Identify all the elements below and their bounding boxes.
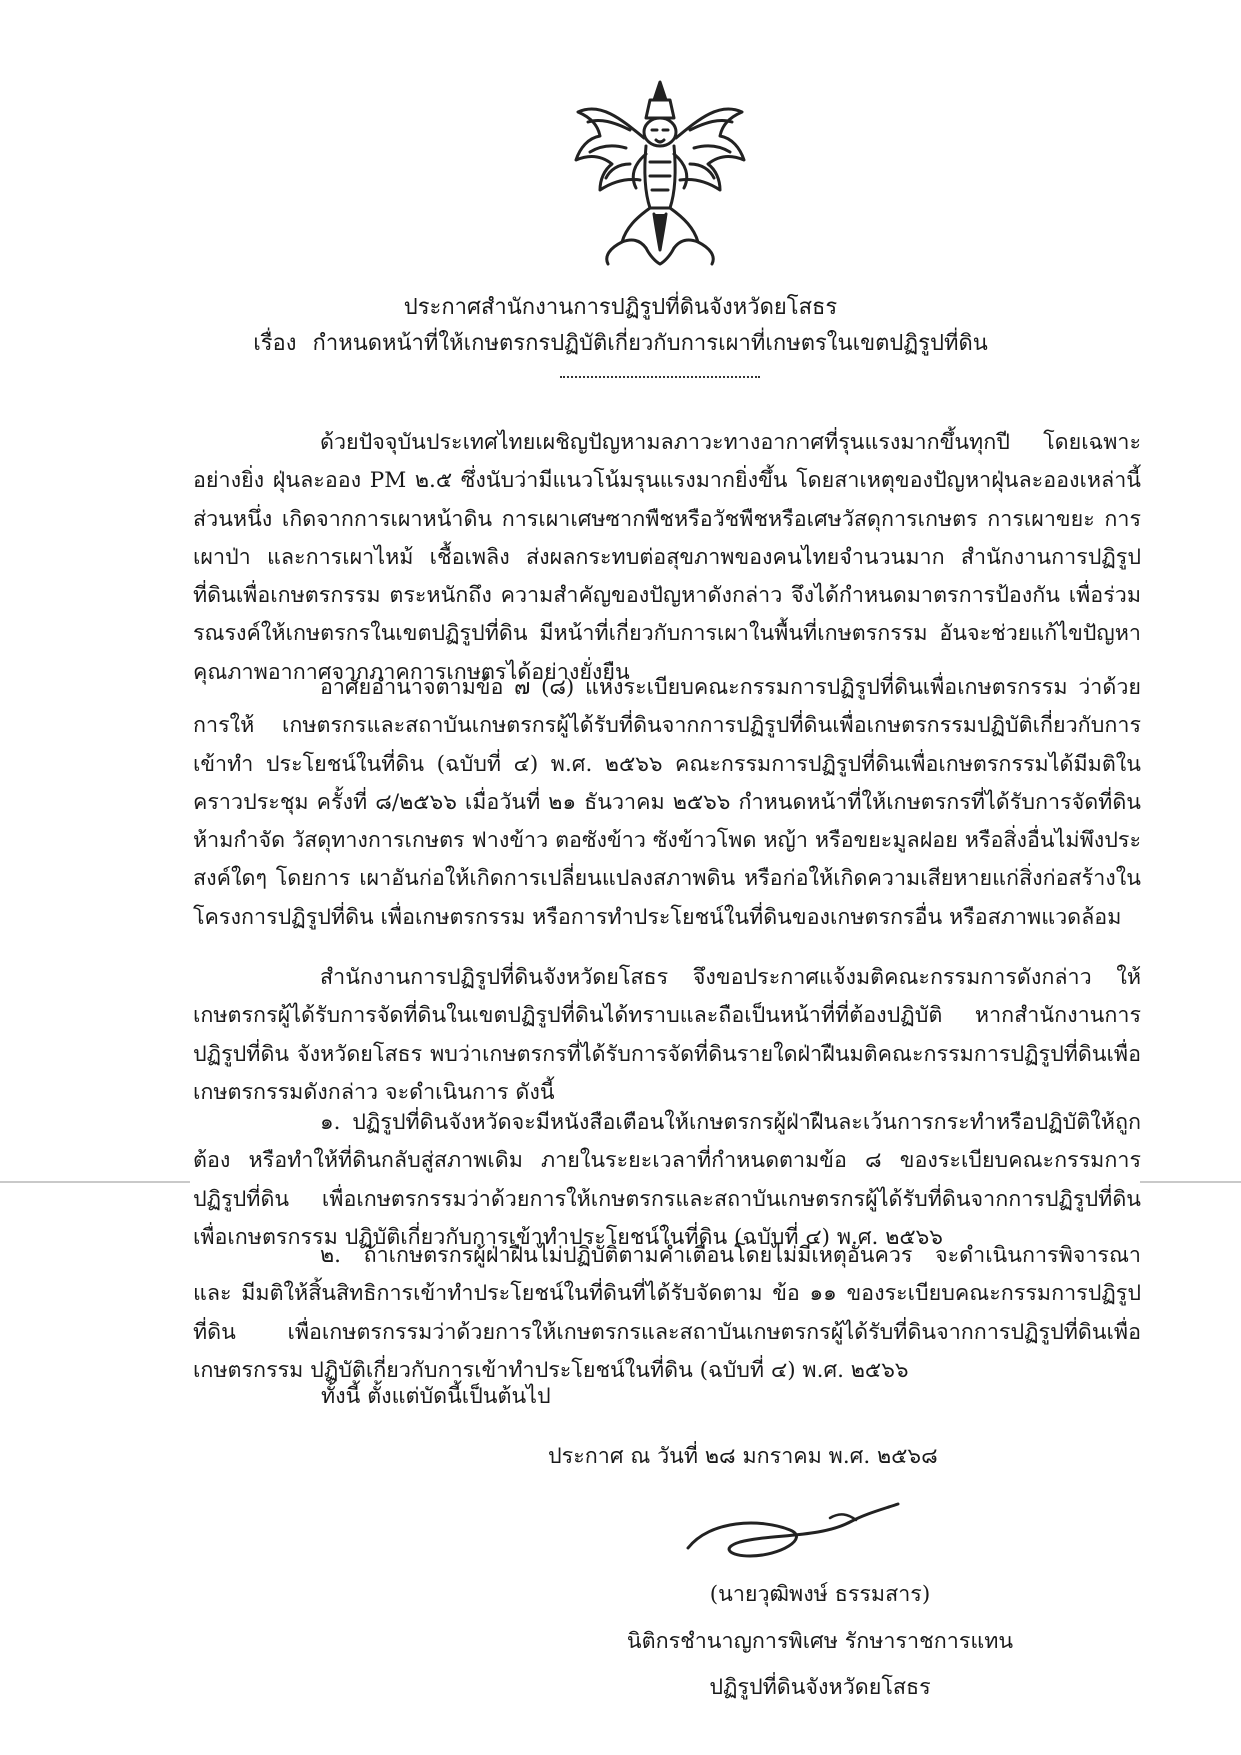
subject-text: กำหนดหน้าที่ให้เกษตรกรปฏิบัติเกี่ยวกับการเผาที่เกษตรในเขตปฏิรูปที่ดิน	[312, 331, 988, 356]
paragraph-3: สำนักงานการปฏิรูปที่ดินจังหวัดยโสธร จึงขอประกาศแจ้งมติคณะกรรมการดังกล่าว ให้เกษตรกรผู้ได้รับการจัดที่ดินในเขตปฏิรูปที่ดินได้ทราบและถือเป็นหน้าที่ที่ต้องปฏิบัติ หากสำนักงานการปฏิรูปที่ดิน จังหวัดยโสธร พบว่าเกษตรกรที่ได้รับการจัดที่ดินรายใดฝ่าฝืนมติคณะกรรมการปฏิรูปที่ดินเพื่อเกษตรกรรมดังกล่าว จะดำเนินการ ดังนี้	[193, 965, 1141, 1105]
paragraph-1: ด้วยปัจจุบันประเทศไทยเผชิญปัญหามลภาวะทางอากาศที่รุนแรงมากขึ้นทุกปี โดยเฉพาะอย่างยิ่ง ฝุ่นละออง PM ๒.๕ ซึ่งนับว่ามีแนวโน้มรุนแรงมากยิ่งขึ้น โดยสาเหตุของปัญหาฝุ่นละอองเหล่านี้ส่วนหนึ่ง เกิดจากการเผาหน้าดิน การเผาเศษซากพืชหรือวัชพืชหรือเศษวัสดุการเกษตร การเผาขยะ การเผาป่า และการเผาไหม้ เชื้อเพลิง ส่งผลกระทบต่อสุขภาพของคนไทยจำนวนมาก สำนักงานการปฏิรูปที่ดินเพื่อเกษตรกรรม ตระหนักถึง ความสำคัญของปัญหาดังกล่าว จึงได้กำหนดมาตรการป้องกัน เพื่อร่วมรณรงค์ให้เกษตรกรในเขตปฏิรูปที่ดิน มีหน้าที่เกี่ยวกับการเผาในพื้นที่เกษตรกรรม อันจะช่วยแก้ไขปัญหาคุณภาพอากาศจากภาคการเกษตรได้อย่างยั่งยืน	[193, 430, 1141, 685]
document-title: ประกาศสำนักงานการปฏิรูปที่ดินจังหวัดยโสธร	[403, 295, 838, 320]
closing-line: ทั้งนี้ ตั้งแต่บัดนี้เป็นต้นไป	[321, 1384, 551, 1409]
document-subject	[0, 329, 1241, 359]
paragraph-4: ๑. ปฏิรูปที่ดินจังหวัดจะมีหนังสือเตือนให้เกษตรกรผู้ฝ่าฝืนละเว้นการกระทำหรือปฏิบัติให้ถูกต้อง หรือทำให้ที่ดินกลับสู่สภาพเดิม ภายในระยะเวลาที่กำหนดตามข้อ ๘ ของระเบียบคณะกรรมการปฏิรูปที่ดิน เพื่อเกษตรกรรมว่าด้วยการให้เกษตรกรและสถาบันเกษตรกรผู้ได้รับที่ดินจากการปฏิรูปที่ดินเพื่อเกษตรกรรม ปฏิบัติเกี่ยวกับการเข้าทำประโยชน์ในที่ดิน (ฉบับที่ ๔) พ.ศ. ๒๕๖๖	[193, 1110, 1141, 1250]
garuda-emblem-icon	[570, 78, 750, 268]
subject-label: เรื่อง	[253, 331, 297, 356]
paragraph-5: ๒. ถ้าเกษตรกรผู้ฝ่าฝืนไม่ปฏิบัติตามคำเตือนโดยไม่มีเหตุอันควร จะดำเนินการพิจารณาและ มีมติให้สิ้นสิทธิการเข้าทำประโยชน์ในที่ดินที่ได้รับจัดตาม ข้อ ๑๑ ของระเบียบคณะกรรมการปฏิรูปที่ดิน เพื่อเกษตรกรรมว่าด้วยการให้เกษตรกรและสถาบันเกษตรกรผู้ได้รับที่ดินจากการปฏิรูปที่ดินเพื่อเกษตรกรรม ปฏิบัติเกี่ยวกับการเข้าทำประโยชน์ในที่ดิน (ฉบับที่ ๔) พ.ศ. ๒๕๖๖	[193, 1243, 1141, 1383]
scan-artifact-right	[1140, 1181, 1241, 1183]
paragraph-2: อาศัยอำนาจตามข้อ ๗ (๘) แห่งระเบียบคณะกรรมการปฏิรูปที่ดินเพื่อเกษตรกรรม ว่าด้วยการให้ เกษตรกรและสถาบันเกษตรกรผู้ได้รับที่ดินจากการปฏิรูปที่ดินเพื่อเกษตรกรรมปฏิบัติเกี่ยวกับการเข้าทำ ประโยชน์ในที่ดิน (ฉบับที่ ๔) พ.ศ. ๒๕๖๖ คณะกรรมการปฏิรูปที่ดินเพื่อเกษตรกรรมได้มีมติในคราวประชุม ครั้งที่ ๘/๒๕๖๖ เมื่อวันที่ ๒๑ ธันวาคม ๒๕๖๖ กำหนดหน้าที่ให้เกษตรกรที่ได้รับการจัดที่ดิน ห้ามกำจัด วัสดุทางการเกษตร ฟางข้าว ตอซังข้าว ซังข้าวโพด หญ้า หรือขยะมูลฝอย หรือสิ่งอื่นไม่พึงประสงค์ใดๆ โดยการ เผาอันก่อให้เกิดการเปลี่ยนแปลงสภาพดิน หรือก่อให้เกิดความเสียหายแก่สิ่งก่อสร้างในโครงการปฏิรูปที่ดิน เพื่อเกษตรกรรม หรือการทำประโยชน์ในที่ดินของเกษตรกรอื่น หรือสภาพแวดล้อม	[193, 675, 1141, 930]
scan-artifact-left	[0, 1181, 190, 1183]
signatory-office: ปฏิรูปที่ดินจังหวัดยโสธร	[709, 1675, 931, 1700]
signatory-position: นิติกรชำนาญการพิเศษ รักษาราชการแทน	[626, 1629, 1014, 1654]
announcement-date: ประกาศ ณ วันที่ ๒๘ มกราคม พ.ศ. ๒๕๖๘	[548, 1444, 938, 1469]
handwritten-signature	[680, 1490, 910, 1580]
title-divider	[560, 372, 760, 378]
signatory-name: (นายวุฒิพงษ์ ธรรมสาร)	[709, 1582, 931, 1607]
